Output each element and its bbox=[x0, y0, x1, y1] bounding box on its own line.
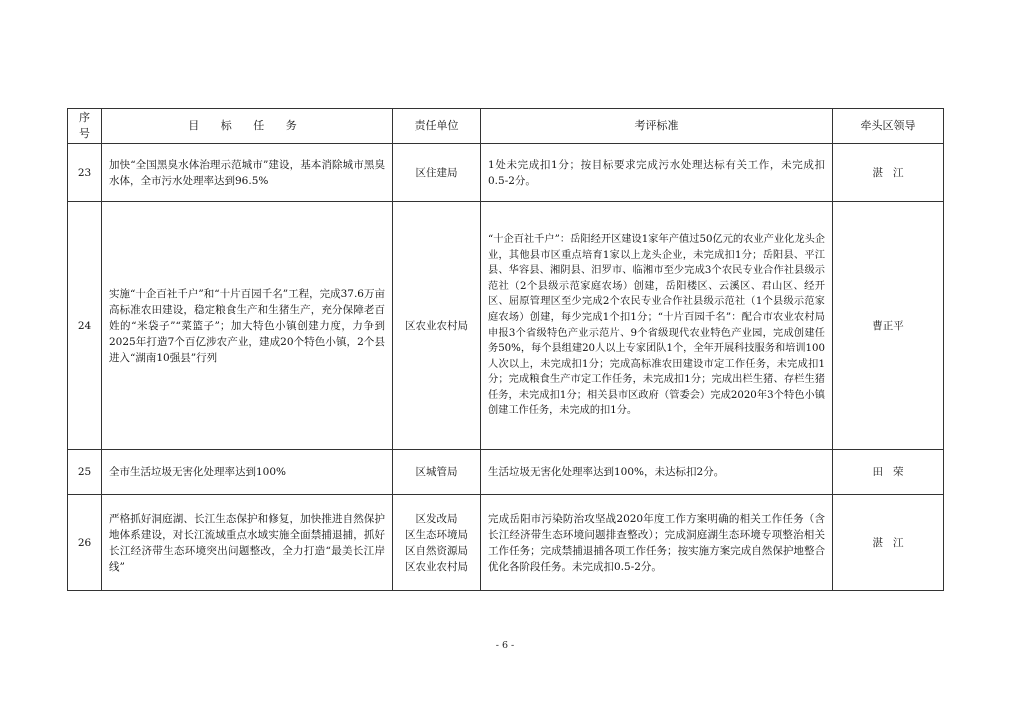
row-number: 24 bbox=[68, 202, 102, 450]
unit-name: 区自然资源局 bbox=[405, 544, 468, 557]
unit-name: 区发改局 bbox=[415, 512, 458, 525]
unit-cell bbox=[393, 495, 481, 591]
unit-cell bbox=[393, 450, 481, 495]
header-no bbox=[68, 109, 102, 144]
task-cell: 加快“全国黑臭水体治理示范城市”建设，基本消除城市黑臭水体，全市污水处理率达到96.5% bbox=[102, 144, 393, 202]
header-no-label: 序号 bbox=[79, 111, 90, 140]
leader-name: 湛江 bbox=[872, 536, 914, 549]
unit-name: 区农业农村局 bbox=[405, 319, 468, 332]
row-number: 25 bbox=[68, 450, 102, 495]
header-leader: 牵头区领导 bbox=[833, 109, 944, 144]
leader-name: 湛江 bbox=[872, 166, 914, 179]
unit-name: 区住建局 bbox=[415, 166, 458, 179]
table-header-row bbox=[68, 109, 944, 144]
unit-name: 区农业农村局 bbox=[405, 560, 468, 573]
leader-name: 曹正平 bbox=[872, 319, 904, 332]
header-standard: 考评标准 bbox=[481, 109, 833, 144]
standard-cell: 生活垃圾无害化处理率达到100%，未达标扣2分。 bbox=[481, 450, 833, 495]
row-number: 23 bbox=[68, 144, 102, 202]
page-number: - 6 - bbox=[495, 640, 515, 651]
header-unit: 责任单位 bbox=[393, 109, 481, 144]
unit-name: 区生态环境局 bbox=[405, 528, 468, 541]
unit-cell bbox=[393, 202, 481, 450]
standard-cell: 完成岳阳市污染防治攻坚战2020年度工作方案明确的相关工作任务（含长江经济带生态环境问题排查整改）；完成洞庭湖生态环境专项整治相关工作任务；完成禁捕退捕各项工作任务；按实施方案完成自然保护地整合优化各阶段任务。未完成扣0.5-2分。 bbox=[481, 495, 833, 591]
task-cell: 严格抓好洞庭湖、长江生态保护和修复，加快推进自然保护地体系建设，对长江流域重点水域实施全面禁捕退捕，抓好长江经济带生态环境突出问题整改，全力打造“最美长江岸线” bbox=[102, 495, 393, 591]
unit-name: 区城管局 bbox=[415, 466, 458, 478]
standard-cell: “十企百社千户”：岳阳经开区建设1家年产值过50亿元的农业产业化龙头企业，其他县市区重点培育1家以上龙头企业，未完成扣1分；岳阳县、平江县、华容县、湘阴县、汨罗市、临湘市至少完成3个农民专业合作社县级示范社（2个县级示范家庭农场）创建，岳阳楼区、云溪区、君山区、经开区、屈原管理区至少完成2个农民专业合作社县级示范社（1个县级示范家庭农场）创建，每少完成1个扣1分；“十片百园千名”：配合市农业农村局申报3个省级特色产业示范片、9个省级现代农业特色产业园，完成创建任务50%，每个县组建20人以上专家团队1个，全年开展科技服务和培训100人次以上，未完成扣1分；完成高标准农田建设市定工作任务，未完成扣1分；完成粮食生产市定工作任务，未完成扣1分；完成出栏生猪、存栏生猪任务，未完成扣1分；相关县市区政府（管委会）完成2020年3个特色小镇创建工作任务，未完成的扣1分。 bbox=[481, 202, 833, 450]
task-table bbox=[67, 108, 944, 591]
header-task: 目 标 任 务 bbox=[102, 109, 393, 144]
leader-cell bbox=[833, 202, 944, 450]
leader-name: 田荣 bbox=[872, 466, 914, 478]
unit-cell bbox=[393, 144, 481, 202]
table-row bbox=[68, 495, 944, 591]
task-cell: 实施“十企百社千户”和“十片百园千名”工程，完成37.6万亩高标准农田建设，稳定粮食生产和生猪生产，充分保障老百姓的“米袋子”“菜篮子”；加大特色小镇创建力度，力争到2025年打造7个百亿涉农产业，建成20个特色小镇，2个县进入“湖南10强县”行列 bbox=[102, 202, 393, 450]
table-row bbox=[68, 144, 944, 202]
table-row bbox=[68, 202, 944, 450]
standard-cell: 1处未完成扣1分；按目标要求完成污水处理达标有关工作，未完成扣0.5-2分。 bbox=[481, 144, 833, 202]
table-row bbox=[68, 450, 944, 495]
leader-cell bbox=[833, 144, 944, 202]
leader-cell bbox=[833, 495, 944, 591]
row-number: 26 bbox=[68, 495, 102, 591]
leader-cell bbox=[833, 450, 944, 495]
task-cell: 全市生活垃圾无害化处理率达到100% bbox=[102, 450, 393, 495]
